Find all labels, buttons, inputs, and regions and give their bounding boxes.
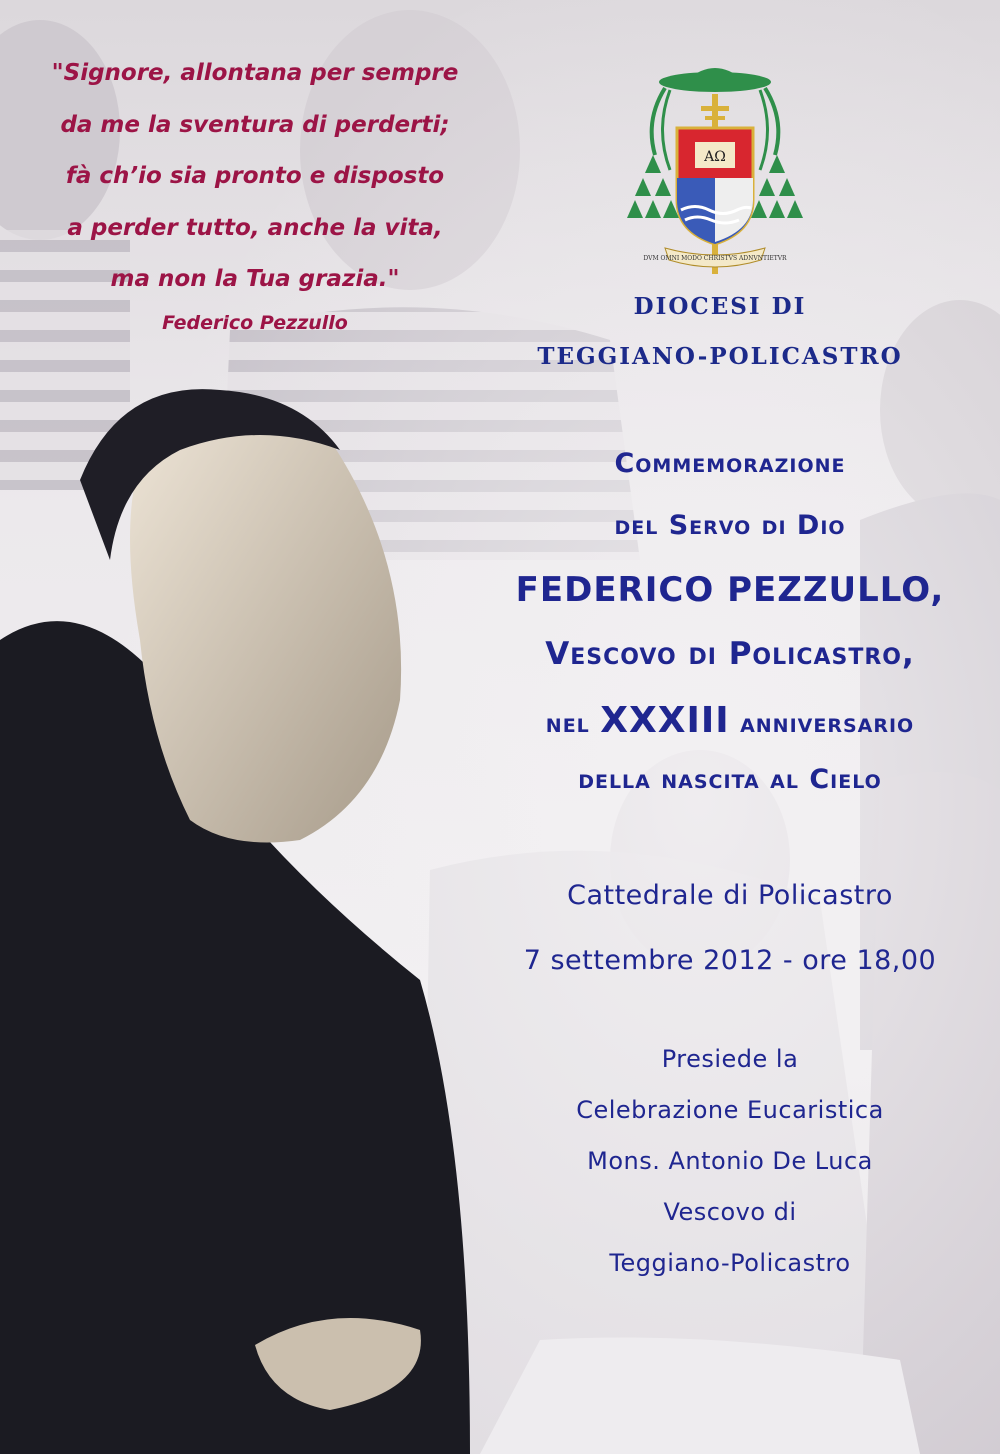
- quote-line: "Signore, allontana per sempre: [51, 60, 459, 86]
- diocese-line2: TEGGIANO-POLICASTRO: [537, 343, 903, 370]
- event-subtitle: del Servo di Dio: [614, 510, 846, 541]
- anniversary-line: [470, 700, 990, 741]
- event-occasion: della nascita al Cielo: [578, 764, 882, 795]
- diocese-line1: DIOCESI DI: [633, 293, 807, 320]
- event-title: Commemorazione: [614, 448, 846, 479]
- honoree-name: FEDERICO PEZZULLO,: [515, 570, 945, 610]
- crest-motto: DVM OMNI MODO CHRISTVS ADNVNTIETVR: [643, 255, 787, 262]
- presides-line: Mons. Antonio De Luca: [587, 1147, 873, 1175]
- quote-author: Federico Pezzullo: [162, 311, 348, 334]
- event-place: Cattedrale di Policastro: [567, 880, 893, 911]
- shield-letters: ΑΩ: [704, 149, 726, 165]
- event-datetime: 7 settembre 2012 - ore 18,00: [523, 945, 937, 976]
- quote-line: da me la sventura di perderti;: [60, 111, 450, 138]
- coat-of-arms-icon: [625, 60, 805, 285]
- honoree-role: Vescovo di Policastro,: [545, 636, 915, 672]
- anniversary-post: anniversario: [740, 708, 915, 739]
- presides-line: Celebrazione Eucaristica: [576, 1096, 884, 1124]
- anniversary-pre: nel: [545, 708, 590, 739]
- diocese-title: [520, 282, 920, 382]
- presides-line: Teggiano-Policastro: [609, 1249, 851, 1277]
- quote-block: [20, 48, 490, 338]
- quote-line: a perder tutto, anche la vita,: [67, 214, 443, 241]
- quote-line: ma non la Tua grazia.": [110, 266, 400, 292]
- quote-line: fà ch’io sia pronto e disposto: [65, 163, 445, 189]
- presides-line: Vescovo di: [663, 1198, 797, 1226]
- anniversary-number: XXXIII: [600, 700, 730, 741]
- presides-line: Presiede la: [661, 1045, 799, 1073]
